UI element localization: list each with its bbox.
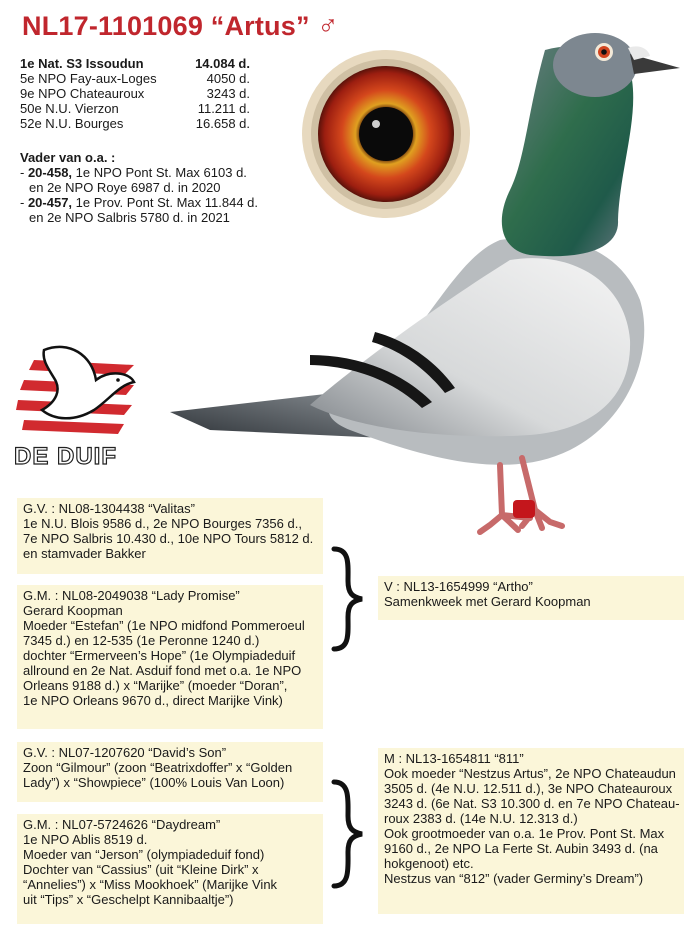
pedigree-line: Moeder van “Jerson” (olympiadeduif fond) <box>23 847 265 862</box>
result-distance: 16.658 d. <box>195 116 250 131</box>
pedigree-line: 3505 d. (4e N.U. 12.511 d.), 3e NPO Chateauroux <box>384 781 673 796</box>
pedigree-line: G.M. : NL08-2049038 “Lady Promise” <box>23 588 240 603</box>
male-symbol-icon: ♂ <box>317 10 339 41</box>
offspring-result: 1e Prov. Pont St. Max 11.844 d. <box>72 195 259 210</box>
pedigree-line: allround en 2e Nat. Asduif fond met o.a. 1e NPO <box>23 663 302 678</box>
pedigree-line: Samenkweek met Gerard Koopman <box>384 594 591 609</box>
grandsire-paternal-box <box>17 498 323 574</box>
result-place: 1e Nat. S3 Issoudun <box>20 56 144 71</box>
dove-logo-icon <box>14 340 144 440</box>
pedigree-line: 9160 d., 2e NPO La Ferte St. Aubin 3493 d. (na <box>384 841 658 856</box>
father-of-heading: Vader van o.a. : <box>20 150 116 165</box>
logo-text: DE DUIF <box>14 443 117 470</box>
pedigree-line: Gerard Koopman <box>23 603 123 618</box>
granddam-paternal-box <box>17 585 323 729</box>
offspring-ring: 20-458, <box>27 165 73 180</box>
result-distance: 14.084 d. <box>195 56 250 71</box>
result-place: 5e NPO Fay-aux-Loges <box>20 71 157 86</box>
result-place: 50e N.U. Vierzon <box>20 101 119 116</box>
result-place: 52e N.U. Bourges <box>20 116 124 131</box>
de-duif-logo <box>14 340 144 470</box>
pedigree-line: V : NL13-1654999 “Artho” <box>384 579 533 594</box>
right-brace-icon <box>330 545 366 653</box>
pedigree-line: G.V. : NL08-1304438 “Valitas” <box>23 501 195 516</box>
granddam-maternal-box <box>17 814 323 924</box>
offspring-line: en 2e NPO Roye 6987 d. in 2020 <box>29 180 221 195</box>
pedigree-line: roux 2383 d. (14e N.U. 12.313 d.) <box>384 811 578 826</box>
pedigree-line: dochter “Ermerveen’s Hope” (1e Olympiadeduif <box>23 648 296 663</box>
result-distance: 11.211 d. <box>197 101 250 116</box>
sire-box <box>378 576 684 620</box>
pedigree-line: uit “Tips” x “Geschelpt Kannibaaltje”) <box>23 892 234 907</box>
pedigree-line: G.V. : NL07-1207620 “David’s Son” <box>23 745 227 760</box>
pedigree-line: Zoon “Gilmour” (zoon “Beatrixdoffer” x “Golden <box>23 760 293 775</box>
pedigree-line: 7e NPO Salbris 10.430 d., 10e NPO Tours 5812 d. <box>23 531 314 546</box>
pedigree-line: Nestzus van “812” (vader Germiny’s Dream”) <box>384 871 644 886</box>
dam-box <box>378 748 684 914</box>
right-brace-icon <box>330 778 366 890</box>
pedigree-line: 7345 d.) en 12-535 (1e Peronne 1240 d.) <box>23 633 260 648</box>
offspring-line: - 20-457, 1e Prov. Pont St. Max 11.844 d. <box>20 195 259 210</box>
offspring-line: en 2e NPO Salbris 5780 d. in 2021 <box>29 210 230 225</box>
result-place: 9e NPO Chateauroux <box>20 86 145 101</box>
pedigree-line: hokgenoot) etc. <box>384 856 474 871</box>
pedigree-line: 1e N.U. Blois 9586 d., 2e NPO Bourges 7356 d., <box>23 516 302 531</box>
pedigree-line: en stamvader Bakker <box>23 546 146 561</box>
offspring-result: 1e NPO Pont St. Max 6103 d. <box>72 165 247 180</box>
pedigree-line: 1e NPO Orleans 9670 d., direct Marijke Vink) <box>23 693 283 708</box>
offspring-line: - 20-458, 1e NPO Pont St. Max 6103 d. <box>20 165 247 180</box>
eye-closeup-icon <box>300 48 472 220</box>
pedigree-line: Orleans 9188 d.) x “Marijke” (moeder “Doran”, <box>23 678 288 693</box>
pedigree-line: Moeder “Estefan” (1e NPO midfond Pommeroeul <box>23 618 305 633</box>
pedigree-line: 1e NPO Ablis 8519 d. <box>23 832 148 847</box>
pedigree-line: “Annelies”) x “Miss Mookhoek” (Marijke Vink <box>23 877 278 892</box>
pedigree-line: 3243 d. (6e Nat. S3 10.300 d. en 7e NPO Chateau- <box>384 796 680 811</box>
pedigree-line: Ook grootmoeder van o.a. 1e Prov. Pont St. Max <box>384 826 665 841</box>
grandsire-maternal-box <box>17 742 323 802</box>
offspring-ring: 20-457, <box>27 195 73 210</box>
pedigree-line: G.M. : NL07-5724626 “Daydream” <box>23 817 221 832</box>
pedigree-line: Lady”) x “Showpiece” (100% Louis Van Loon) <box>23 775 285 790</box>
pedigree-line: M : NL13-1654811 “811” <box>384 751 524 766</box>
pedigree-line: Ook moeder “Nestzus Artus”, 2e NPO Chateaudun <box>384 766 676 781</box>
result-distance: 4050 d. <box>206 71 250 86</box>
pigeon-name: NL17-1101069 “Artus” <box>22 11 310 41</box>
pedigree-line: Dochter van “Cassius” (uit “Kleine Dirk” x <box>23 862 259 877</box>
result-distance: 3243 d. <box>206 86 250 101</box>
